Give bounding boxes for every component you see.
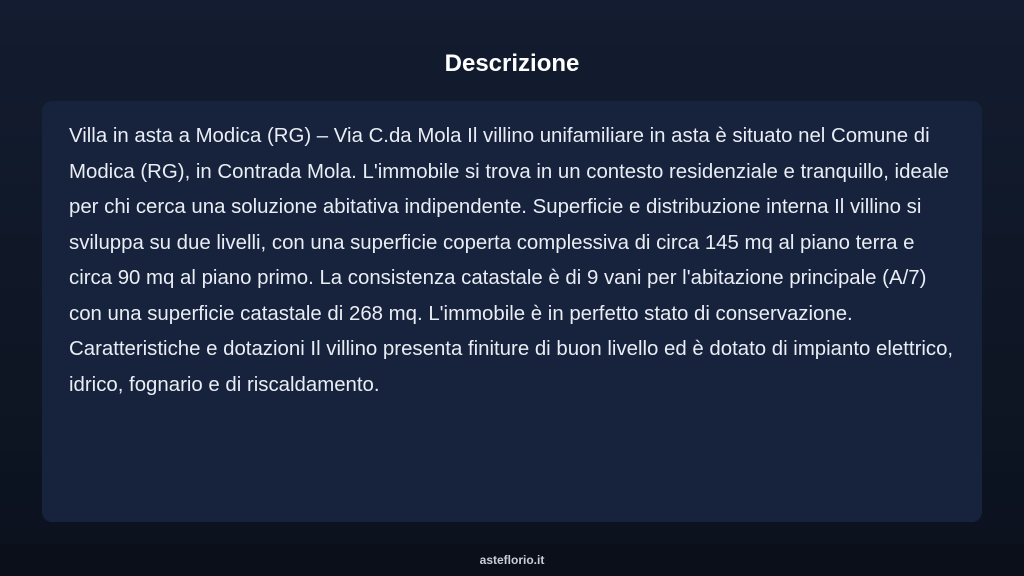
page-title: Descrizione (444, 50, 580, 77)
description-text: Villa in asta a Modica (RG) – Via C.da Mola Il villino unifamiliare in asta è situato nel Comune di Modica (RG), in Contrada Mola. L'immobile si trova in un contesto residenziale e tranquillo, ideale per chi cerca una soluzione abitativa indipendente. Superficie e distribuzione interna Il villino si sviluppa su due livelli, con una superficie coperta complessiva di circa 145 mq al piano terra e circa 90 mq al piano primo. La consistenza catastale è di 9 vani per l'abitazione principale (A/7) con una superficie catastale di 268 mq. L'immobile è in perfetto stato di conservazione. Caratteristiche e dotazioni Il villino presenta finiture di buon livello ed è dotato di impianto elettrico, idrico, fognario e di riscaldamento. (69, 125, 954, 396)
footer-bar (0, 544, 1024, 576)
footer-site-label[interactable]: asteflorio.it (479, 553, 545, 567)
description-card (42, 101, 982, 522)
